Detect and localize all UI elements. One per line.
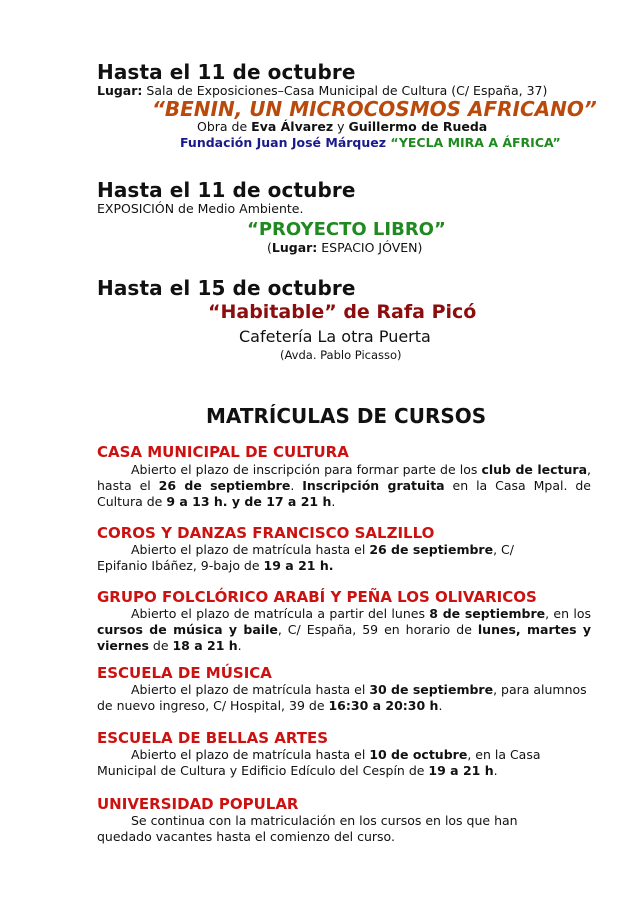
event-sponsor [180,135,561,150]
event-date: Hasta el 11 de octubre [97,60,356,84]
course-title: UNIVERSIDAD POPULAR [97,795,299,813]
event-credit [197,119,487,134]
place-label: Lugar: [271,240,318,255]
course-title: GRUPO FOLCLÓRICO ARABÍ Y PEÑA LOS OLIVARICOS [97,588,537,606]
course-title: ESCUELA DE MÚSICA [97,664,272,682]
author-name: Guillermo de Rueda [348,119,488,134]
event-title: “PROYECTO LIBRO” [247,219,446,240]
event-description: EXPOSICIÓN de Medio Ambiente. [97,201,304,216]
program-name: “YECLA MIRA A ÁFRICA” [390,135,561,150]
credit-and: y [333,119,349,134]
course-description: Abierto el plazo de matrícula a partir del lunes 8 de septiembre, en los cursos de música y baile, C/ España, 59 en horario de lunes, martes y viernes de 18 a 21 h. [97,606,592,653]
event-date: Hasta el 15 de octubre [97,276,356,300]
place-label: Lugar: [97,83,143,98]
event-title: “Habitable” de Rafa Picó [208,301,477,323]
course-description: Se continua con la matriculación en los cursos en los que han quedado vacantes hasta el comienzo del curso. [97,813,518,844]
course-description: Abierto el plazo de matrícula hasta el 30 de septiembre, para alumnos de nuevo ingreso, C/ Hospital, 39 de 16:30 a 20:30 h. [97,682,587,713]
event-place [267,240,422,255]
course-title: ESCUELA DE BELLAS ARTES [97,729,328,747]
paren: ( [267,240,272,255]
credit-prefix: Obra de [197,119,252,134]
place-text: Sala de Exposiciones–Casa Municipal de Cultura (C/ España, 37) [142,83,548,98]
section-title: MATRÍCULAS DE CURSOS [206,404,487,428]
event-title: “BENIN, UN MICROCOSMOS AFRICANO” [152,97,597,121]
course-description: Abierto el plazo de matrícula hasta el 26 de septiembre, C/ Epifanio Ibáñez, 9-bajo de 19 a 21 h. [97,542,514,573]
place-text: ESPACIO JÓVEN) [317,240,423,255]
course-description: Abierto el plazo de inscripción para formar parte de los club de lectura, hasta el 26 de septiembre. Inscripción gratuita en la Casa Mpal. de Cultura de 9 a 13 h. y de 17 a 21 h. [97,462,591,509]
event-date: Hasta el 11 de octubre [97,178,356,202]
foundation-name: Fundación Juan José Márquez [180,135,391,150]
event-address: (Avda. Pablo Picasso) [280,348,402,362]
event-venue: Cafetería La otra Puerta [239,327,431,346]
author-name: Eva Álvarez [251,119,334,134]
event-place [97,83,547,98]
course-title: COROS Y DANZAS FRANCISCO SALZILLO [97,524,435,542]
course-description: Abierto el plazo de matrícula hasta el 10 de octubre, en la Casa Municipal de Cultura y Edificio Edículo del Cespín de 19 a 21 h. [97,747,541,778]
course-title: CASA MUNICIPAL DE CULTURA [97,443,349,461]
